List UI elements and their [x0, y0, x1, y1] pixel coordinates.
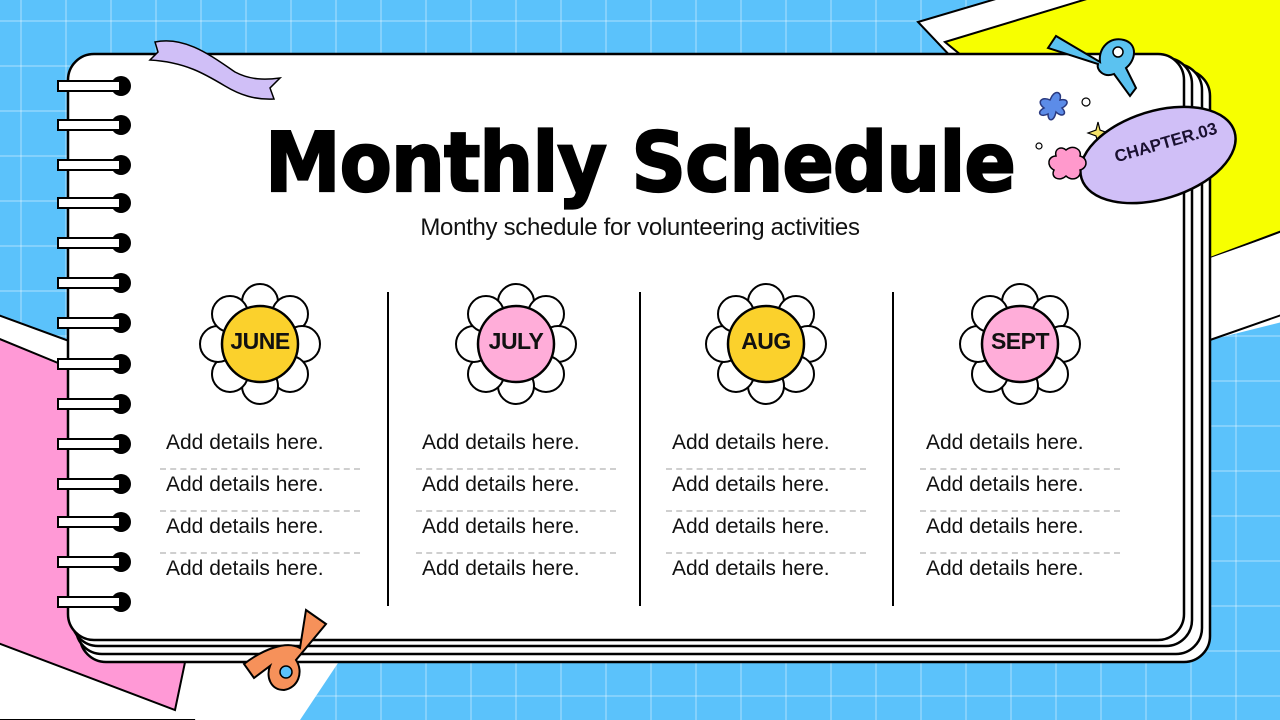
column-divider: [387, 292, 389, 606]
detail-item[interactable]: Add details here.: [416, 512, 616, 554]
detail-item[interactable]: Add details here.: [416, 428, 616, 470]
month-column-june: [160, 282, 360, 580]
month-flower-badge: [454, 282, 578, 406]
detail-item[interactable]: Add details here.: [926, 557, 1084, 580]
blue-ribbon-icon: [1048, 36, 1136, 96]
page-subtitle: Monthy schedule for volunteering activities: [420, 214, 860, 241]
detail-item[interactable]: Add details here.: [160, 512, 360, 554]
lavender-ribbon-icon: [150, 41, 280, 99]
month-flower-badge: [198, 282, 322, 406]
month-label: JUNE: [230, 328, 290, 354]
details-list: [416, 428, 616, 596]
month-flower-badge: [958, 282, 1082, 406]
detail-item[interactable]: Add details here.: [160, 470, 360, 512]
month-column-sept: [920, 282, 1120, 580]
detail-item[interactable]: Add details here.: [416, 470, 616, 512]
details-list: [920, 428, 1120, 596]
detail-item[interactable]: Add details here.: [666, 512, 866, 554]
month-flower-badge: [704, 282, 828, 406]
month-column-aug: [666, 282, 866, 580]
month-label: JULY: [488, 328, 544, 354]
details-list: [666, 428, 866, 596]
month-label: SEPT: [990, 328, 1050, 354]
detail-item[interactable]: Add details here.: [920, 470, 1120, 512]
chapter-badge: CHAPTER.03: [1112, 118, 1220, 167]
details-list: [160, 428, 360, 596]
detail-item[interactable]: Add details here.: [422, 557, 580, 580]
month-column-july: [416, 282, 616, 580]
detail-item[interactable]: Add details here.: [160, 428, 360, 470]
detail-item[interactable]: Add details here.: [166, 557, 324, 580]
detail-item[interactable]: Add details here.: [920, 428, 1120, 470]
detail-item[interactable]: Add details here.: [666, 428, 866, 470]
detail-item[interactable]: Add details here.: [666, 470, 866, 512]
detail-item[interactable]: Add details here.: [920, 512, 1120, 554]
column-divider: [639, 292, 641, 606]
column-divider: [892, 292, 894, 606]
detail-item[interactable]: Add details here.: [672, 557, 830, 580]
month-label: AUG: [741, 328, 791, 354]
page-title: Monthly Schedule: [265, 114, 1015, 211]
